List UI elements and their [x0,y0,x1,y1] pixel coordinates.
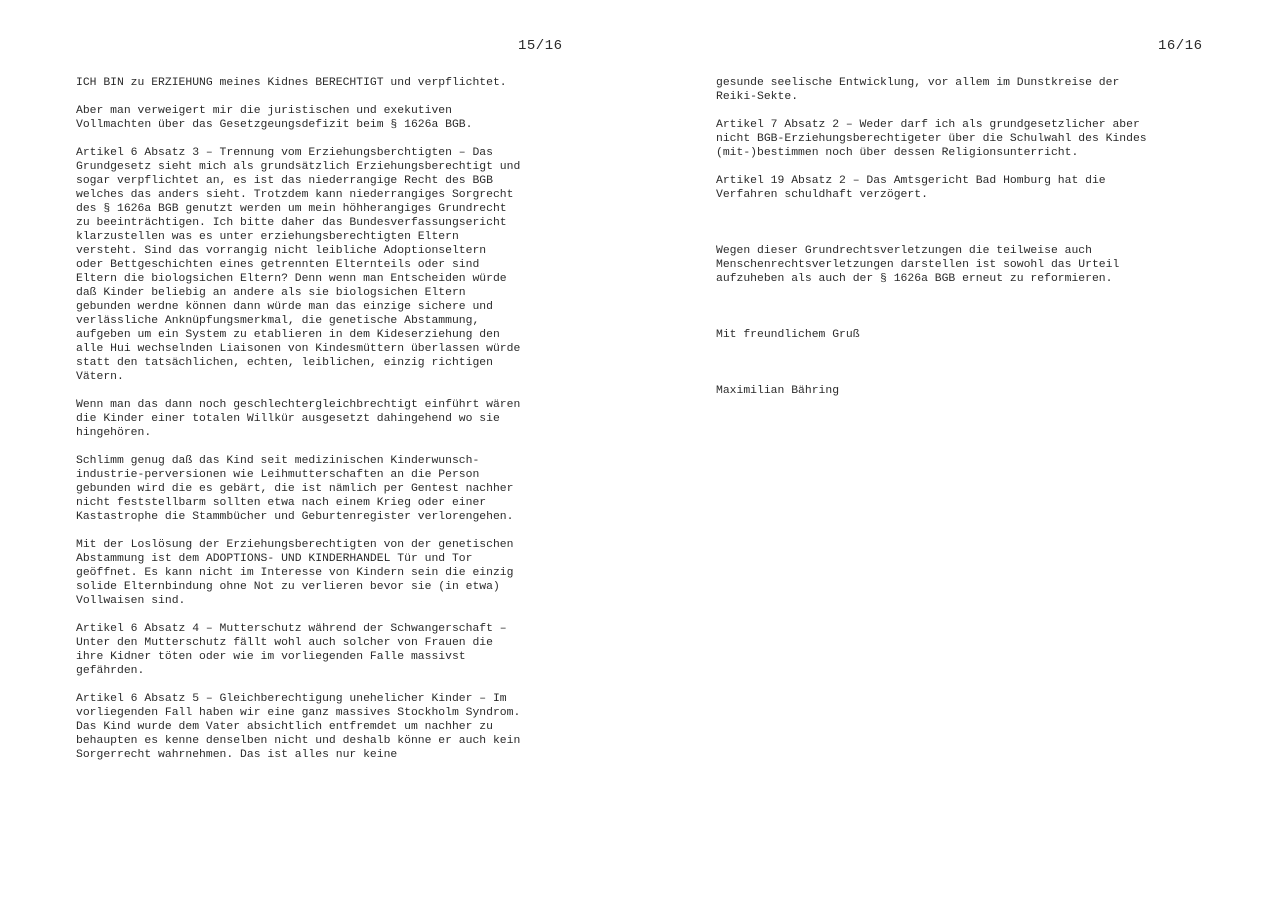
paragraph: Artikel 19 Absatz 2 – Das Amtsgericht Bad Homburg hat die Verfahren schuldhaft verzögert. [716,175,1106,201]
page-body [76,76,616,776]
paragraph: Artikel 6 Absatz 3 – Trennung vom Erziehungsberchtigten – Das Grundgesetz sieht mich als grundsätzlich Erziehungsberechtigt und sogar verpflichtet an, es ist das niederrangige Recht des BGB welches das anders sieht. Trotzdem kann niederrangiges Sorgrecht des § 1626a BGB genutzt werden um mein höhherangiges Grundrecht zu beeinträchtigen. Ich bitte daher das Bundesverfassungsericht klarzustellen was es unter erziehungsberechtigten Eltern versteht. Sind das vorrangig nicht leibliche Adoptionseltern oder Bettgeschichten eines getrennten Elternteils oder sind Eltern die biologsichen Eltern? Denn wenn man Entscheiden würde daß Kinder beliebig an andere als sie biologsichen Eltern gebunden werdne können dann würde man das einzige sichere und verlässliche Anknüpfungsmerkmal, die genetische Abstammung, aufgeben um ein System zu etablieren in dem Kideserziehung den alle Hui wechselnden Liaisonen von Kindesmüttern überlassen würde statt den tatsächlichen, echten, leiblichen, einzig richtigen Vätern. [76,147,521,383]
paragraph: Wegen dieser Grundrechtsverletzungen die teilweise auch Menschenrechtsverletzungen darstellen ist sowohl das Urteil aufzuheben als auch der § 1626a BGB erneut zu reformieren. [716,245,1120,285]
paragraph: Artikel 7 Absatz 2 – Weder darf ich als grundgesetzlicher aber nicht BGB-Erziehungsberechtigeter über die Schulwahl des Kindes (mit-)bestimmen noch über dessen Religionsunterricht. [716,119,1147,159]
closing-greeting: Mit freundlichem Gruß [716,329,860,341]
page-16 [640,0,1280,906]
signature-name: Maximilian Bähring [716,385,840,397]
page-number: 16/16 [1158,38,1203,54]
paragraph: Artikel 6 Absatz 5 – Gleichberechtigung unehelicher Kinder – Im vorliegenden Fall haben wir eine ganz massives Stockholm Syndrom. Das Kind wurde dem Vater absichtlich entfremdet um nachher zu behaupten es kenne denselben nicht und deshalb könne er auch kein Sorgerrecht wahrnehmen. Das ist alles nur keine [76,693,521,761]
paragraph: Aber man verweigert mir die juristischen und exekutiven Vollmachten über das Gesetzgeungsdefizit beim § 1626a BGB. [76,105,473,131]
paragraph: Artikel 6 Absatz 4 – Mutterschutz während der Schwangerschaft – Unter den Mutterschutz fällt wohl auch solcher von Frauen die ihre Kidner töten oder wie im vorliegenden Falle massivst gefährden. [76,623,507,677]
paragraph: gesunde seelische Entwicklung, vor allem im Dunstkreise der Reiki-Sekte. [716,77,1120,103]
paragraph: Wenn man das dann noch geschlechtergleichbrechtigt einführt wären die Kinder einer totalen Willkür ausgesetzt dahingehend wo sie hingehören. [76,399,521,439]
page-body [716,76,1256,412]
page-number: 15/16 [518,38,563,54]
paragraph: ICH BIN zu ERZIEHUNG meines Kidnes BERECHTIGT und verpflichtet. [76,77,507,89]
paragraph: Schlimm genug daß das Kind seit medizinischen Kinderwunsch- industrie-perversionen wie Leihmutterschaften an die Person gebunden wird die es gebärt, die ist nämlich per Gentest nachher nicht feststellbarm sollten etwa nach einem Krieg oder einer Kastastrophe die Stammbücher und Geburtenregister verlorengehen. [76,455,514,523]
paragraph: Mit der Loslösung der Erziehungsberechtigten von der genetischen Abstammung ist dem ADOPTIONS- UND KINDERHANDEL Tür und Tor geöffnet. Es kann nicht im Interesse von Kindern sein die einzig solide Elternbindung ohne Not zu verlieren bevor sie (in etwa) Vollwaisen sind. [76,539,514,607]
